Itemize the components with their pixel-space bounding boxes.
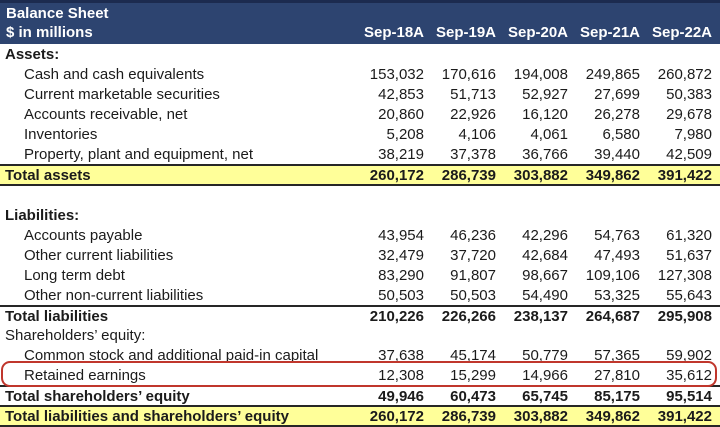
cell-value: 194,008 bbox=[513, 65, 568, 83]
row-total-shareholders-equity bbox=[0, 385, 720, 405]
cell-value: 55,643 bbox=[666, 286, 712, 304]
cell-value: 50,779 bbox=[522, 346, 568, 364]
cell-value: 260,172 bbox=[369, 166, 424, 184]
cell-value: 26,278 bbox=[594, 105, 640, 123]
cell-value: 238,137 bbox=[513, 307, 568, 325]
row-label: Total liabilities bbox=[5, 307, 109, 325]
row-assets-section bbox=[0, 44, 720, 64]
column-header: Sep-22A bbox=[651, 24, 712, 41]
cell-value: 43,954 bbox=[378, 226, 424, 244]
cell-value: 57,365 bbox=[594, 346, 640, 364]
cell-value: 61,320 bbox=[666, 226, 712, 244]
cell-value: 391,422 bbox=[657, 166, 712, 184]
row-label: Long term debt bbox=[24, 266, 125, 284]
cell-value: 52,927 bbox=[522, 85, 568, 103]
cell-value: 45,174 bbox=[450, 346, 496, 364]
cell-value: 303,882 bbox=[513, 166, 568, 184]
cell-value: 210,226 bbox=[369, 307, 424, 325]
row-cash-and-cash-equivalents bbox=[0, 64, 720, 84]
cell-value: 47,493 bbox=[594, 246, 640, 264]
cell-value: 83,290 bbox=[378, 266, 424, 284]
row-label: Total shareholders’ equity bbox=[5, 387, 190, 405]
cell-value: 260,872 bbox=[657, 65, 712, 83]
cell-value: 4,061 bbox=[530, 125, 568, 143]
cell-value: 38,219 bbox=[378, 145, 424, 163]
cell-value: 349,862 bbox=[585, 166, 640, 184]
row-label: Other non-current liabilities bbox=[24, 286, 204, 304]
row-common-stock-and-apic bbox=[0, 345, 720, 365]
sheet-title: Balance Sheet bbox=[6, 5, 109, 22]
cell-value: 35,612 bbox=[666, 366, 712, 384]
cell-value: 42,296 bbox=[522, 226, 568, 244]
row-label: Total liabilities and shareholders’ equity bbox=[5, 407, 289, 425]
cell-value: 127,308 bbox=[657, 266, 712, 284]
cell-value: 27,699 bbox=[594, 85, 640, 103]
row-liabilities-section bbox=[0, 205, 720, 225]
cell-value: 54,490 bbox=[522, 286, 568, 304]
cell-value: 14,966 bbox=[522, 366, 568, 384]
row-label: Retained earnings bbox=[24, 366, 146, 384]
row-label: Liabilities: bbox=[5, 206, 80, 224]
row-label: Total assets bbox=[5, 166, 91, 184]
cell-value: 36,766 bbox=[522, 145, 568, 163]
cell-value: 50,383 bbox=[666, 85, 712, 103]
cell-value: 29,678 bbox=[666, 105, 712, 123]
cell-value: 98,667 bbox=[522, 266, 568, 284]
cell-value: 91,807 bbox=[450, 266, 496, 284]
sheet-header bbox=[0, 0, 720, 44]
cell-value: 249,865 bbox=[585, 65, 640, 83]
cell-value: 50,503 bbox=[378, 286, 424, 304]
row-long-term-debt bbox=[0, 265, 720, 285]
cell-value: 4,106 bbox=[458, 125, 496, 143]
sheet-subtitle: $ in millions bbox=[6, 24, 93, 41]
column-header: Sep-20A bbox=[507, 24, 568, 41]
row-accounts-receivable-net bbox=[0, 104, 720, 124]
cell-value: 286,739 bbox=[441, 166, 496, 184]
row-label: Shareholders’ equity: bbox=[5, 326, 146, 344]
cell-value: 37,720 bbox=[450, 246, 496, 264]
row-shareholders-equity-section bbox=[0, 325, 720, 345]
row-total-liabilities bbox=[0, 305, 720, 325]
cell-value: 295,908 bbox=[657, 307, 712, 325]
cell-value: 170,616 bbox=[441, 65, 496, 83]
column-header-row bbox=[0, 23, 720, 43]
cell-value: 109,106 bbox=[585, 266, 640, 284]
cell-value: 12,308 bbox=[378, 366, 424, 384]
row-retained-earnings bbox=[0, 365, 720, 385]
cell-value: 42,509 bbox=[666, 145, 712, 163]
cell-value: 391,422 bbox=[657, 407, 712, 425]
spacer-row bbox=[0, 186, 720, 205]
row-other-current-liabilities bbox=[0, 245, 720, 265]
row-other-non-current-liabilities bbox=[0, 285, 720, 305]
cell-value: 85,175 bbox=[594, 387, 640, 405]
column-header: Sep-21A bbox=[579, 24, 640, 41]
cell-value: 260,172 bbox=[369, 407, 424, 425]
cell-value: 264,687 bbox=[585, 307, 640, 325]
cell-value: 15,299 bbox=[450, 366, 496, 384]
row-current-marketable-securities bbox=[0, 84, 720, 104]
cell-value: 54,763 bbox=[594, 226, 640, 244]
cell-value: 53,325 bbox=[594, 286, 640, 304]
cell-value: 42,853 bbox=[378, 85, 424, 103]
cell-value: 37,378 bbox=[450, 145, 496, 163]
row-label: Other current liabilities bbox=[24, 246, 174, 264]
cell-value: 286,739 bbox=[441, 407, 496, 425]
row-label: Cash and cash equivalents bbox=[24, 65, 205, 83]
cell-value: 59,902 bbox=[666, 346, 712, 364]
row-total-assets bbox=[0, 164, 720, 186]
row-label: Accounts receivable, net bbox=[24, 105, 188, 123]
cell-value: 49,946 bbox=[378, 387, 424, 405]
cell-value: 65,745 bbox=[522, 387, 568, 405]
cell-value: 51,713 bbox=[450, 85, 496, 103]
cell-value: 42,684 bbox=[522, 246, 568, 264]
cell-value: 46,236 bbox=[450, 226, 496, 244]
cell-value: 7,980 bbox=[674, 125, 712, 143]
cell-value: 20,860 bbox=[378, 105, 424, 123]
cell-value: 6,580 bbox=[602, 125, 640, 143]
cell-value: 349,862 bbox=[585, 407, 640, 425]
row-label: Inventories bbox=[24, 125, 98, 143]
row-label: Property, plant and equipment, net bbox=[24, 145, 254, 163]
row-property-plant-equipment-net bbox=[0, 144, 720, 164]
row-label: Assets: bbox=[5, 45, 60, 63]
cell-value: 153,032 bbox=[369, 65, 424, 83]
column-header: Sep-19A bbox=[435, 24, 496, 41]
cell-value: 37,638 bbox=[378, 346, 424, 364]
cell-value: 50,503 bbox=[450, 286, 496, 304]
cell-value: 5,208 bbox=[386, 125, 424, 143]
cell-value: 51,637 bbox=[666, 246, 712, 264]
row-label: Accounts payable bbox=[24, 226, 143, 244]
cell-value: 27,810 bbox=[594, 366, 640, 384]
cell-value: 95,514 bbox=[666, 387, 712, 405]
cell-value: 32,479 bbox=[378, 246, 424, 264]
cell-value: 60,473 bbox=[450, 387, 496, 405]
row-total-liabilities-and-shareholders-equity bbox=[0, 405, 720, 427]
row-label: Current marketable securities bbox=[24, 85, 220, 103]
cell-value: 39,440 bbox=[594, 145, 640, 163]
cell-value: 226,266 bbox=[441, 307, 496, 325]
cell-value: 303,882 bbox=[513, 407, 568, 425]
row-inventories bbox=[0, 124, 720, 144]
row-accounts-payable bbox=[0, 225, 720, 245]
cell-value: 16,120 bbox=[522, 105, 568, 123]
row-label: Common stock and additional paid-in capital bbox=[24, 346, 319, 364]
cell-value: 22,926 bbox=[450, 105, 496, 123]
column-header: Sep-18A bbox=[363, 24, 424, 41]
